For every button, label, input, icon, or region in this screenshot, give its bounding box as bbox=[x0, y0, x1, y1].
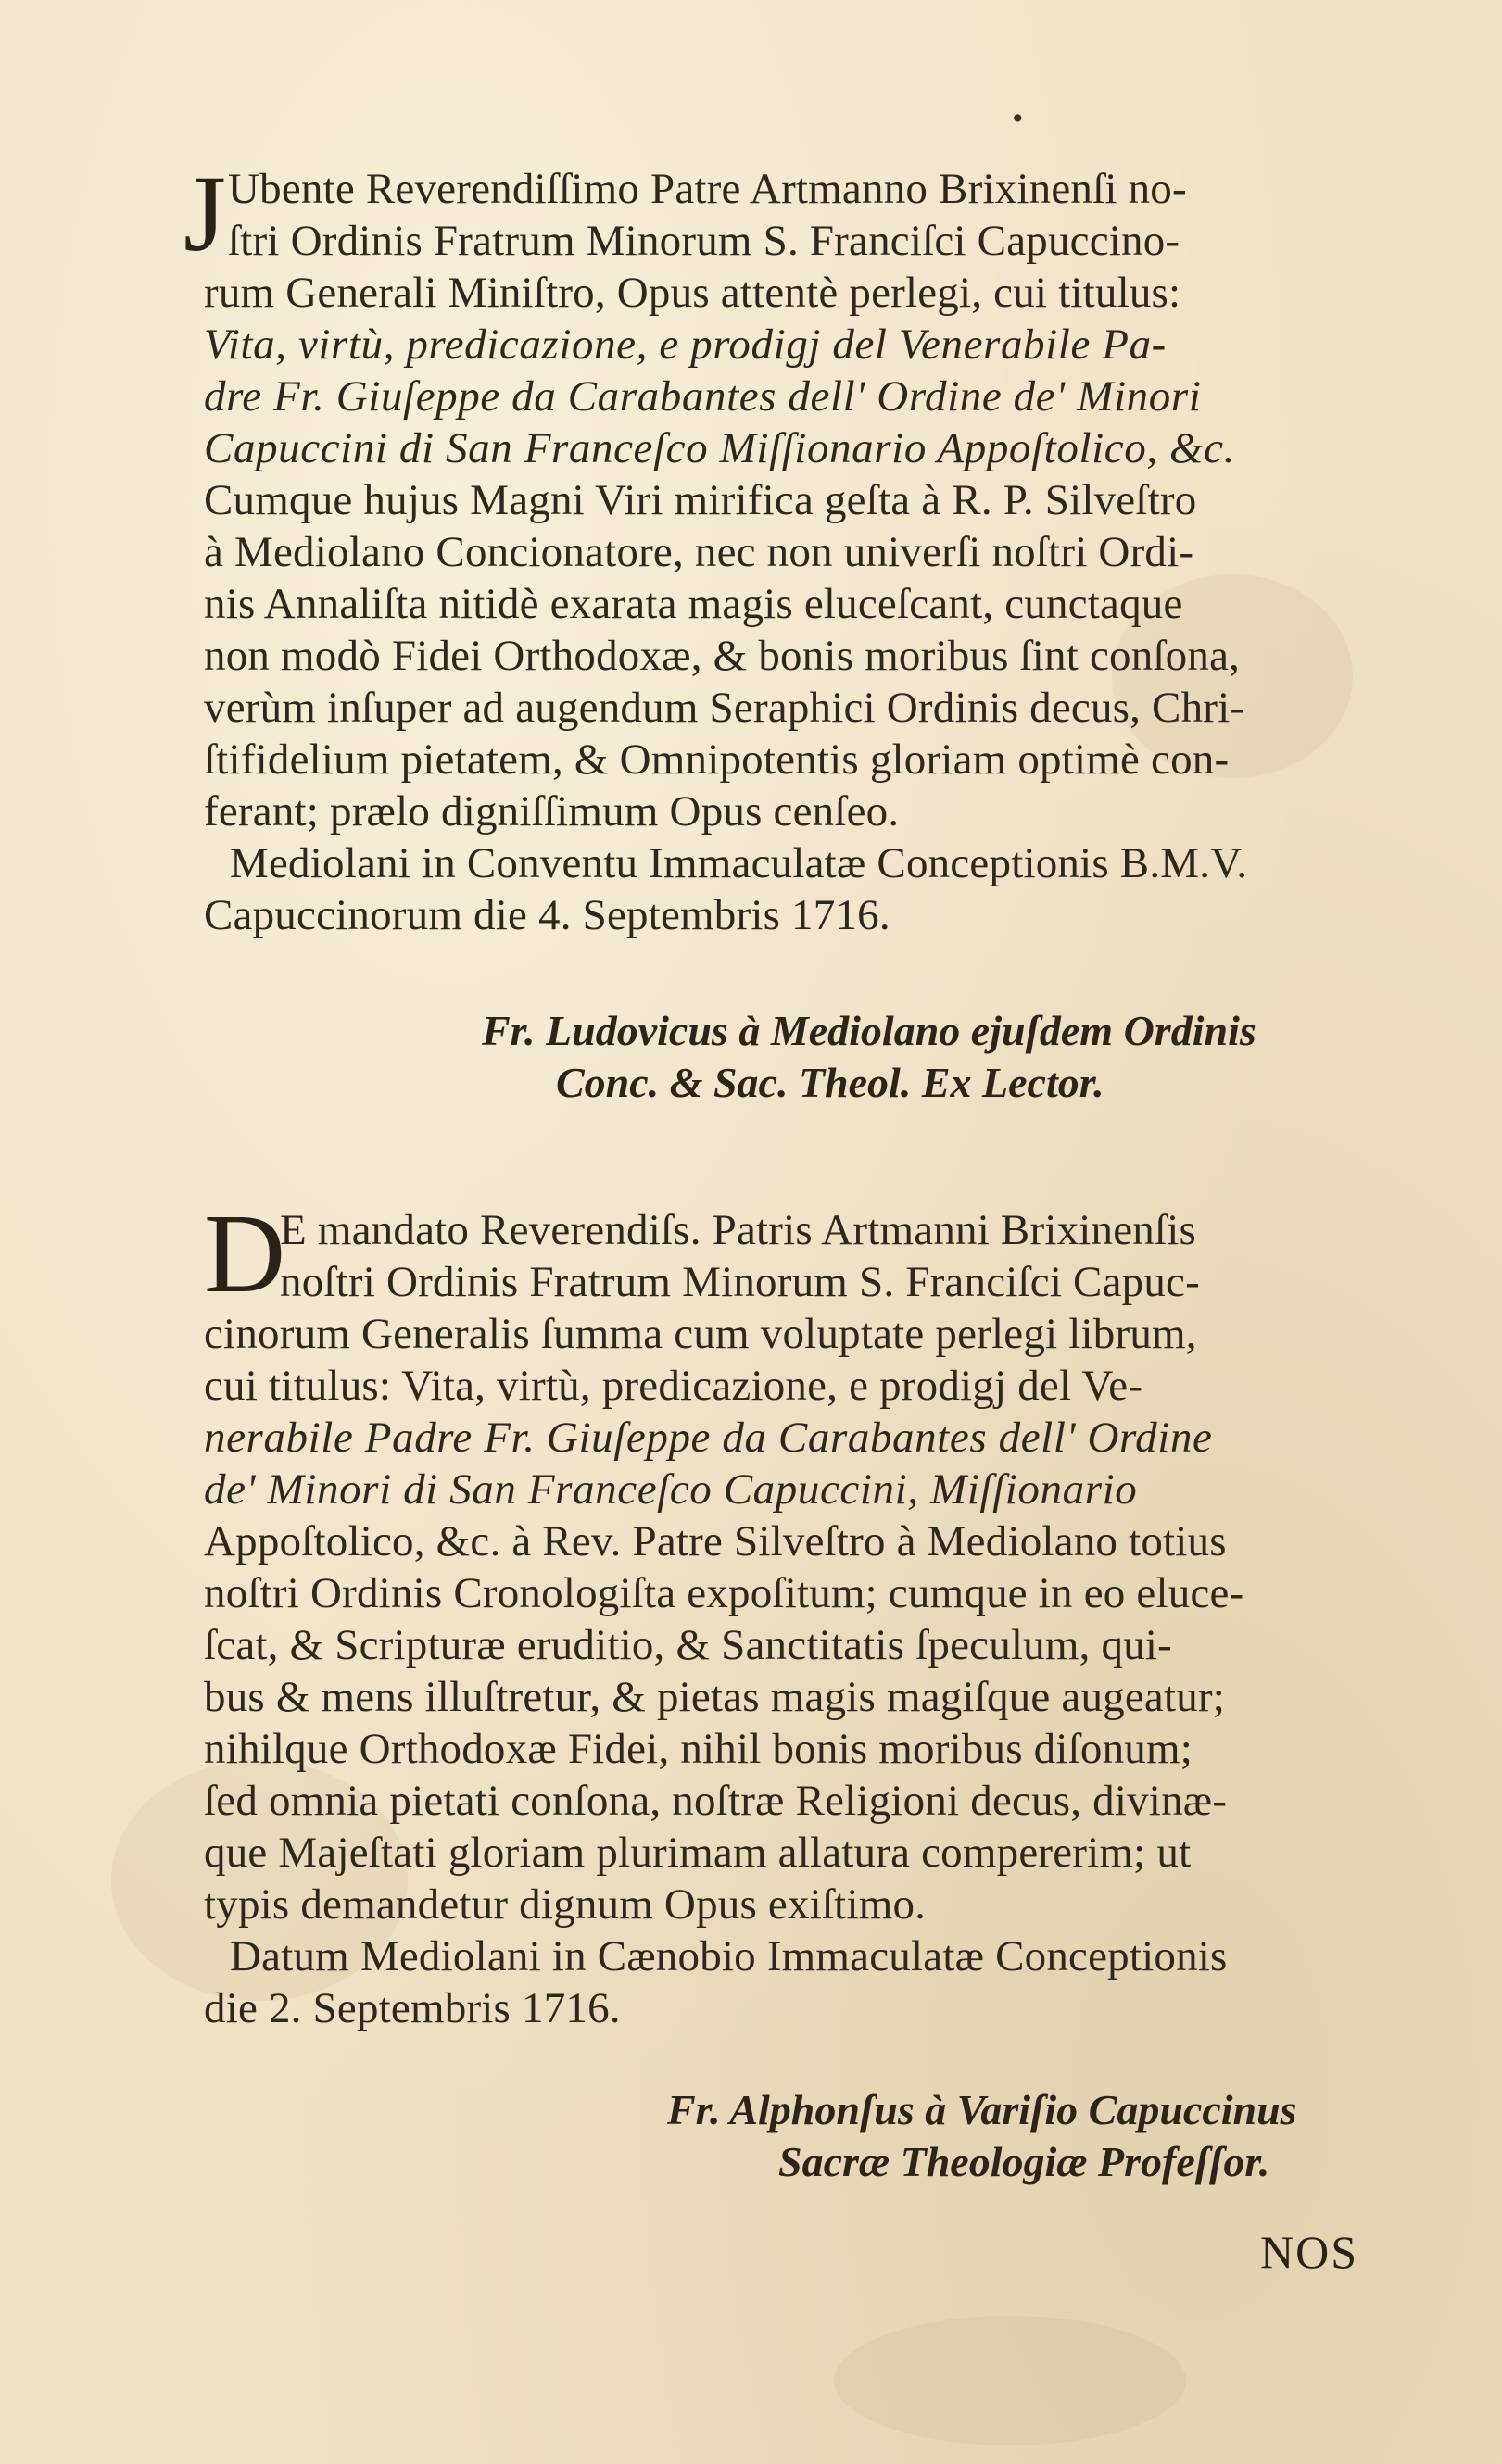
approval-ludovicus bbox=[183, 153, 1464, 941]
text-line: dre Fr. Giuſeppe da Carabantes dell' Ordine de' Minori bbox=[204, 372, 1202, 421]
approval-alphonsus bbox=[204, 1191, 1464, 2034]
approval-1-text bbox=[204, 163, 1464, 941]
text-line: rum Generali Miniſtro, Opus attentè perlegi, cui titulus: bbox=[204, 269, 1181, 317]
text-line: Capuccini di San Franceſco Miſſionario Appoſtolico, &c. bbox=[204, 424, 1235, 472]
dropcap-d: D bbox=[204, 1191, 286, 1316]
text-line: bus & mens illuſtretur, & pietas magis magiſque augeatur; bbox=[204, 1673, 1226, 1721]
text-line: nihilque Orthodoxæ Fidei, nihil bonis moribus diſonum; bbox=[204, 1725, 1193, 1773]
page-mark: • bbox=[1010, 104, 1026, 134]
text-line: noſtri Ordinis Cronologiſta expoſitum; cumque in eo eluce- bbox=[204, 1569, 1244, 1617]
signature-line: Conc. & Sac. Theol. Ex Lector. bbox=[556, 1059, 1104, 1106]
approval-2-text bbox=[204, 1191, 1464, 2034]
text-line: ſcat, & Scripturæ eruditio, & Sanctitatis ſpeculum, qui- bbox=[204, 1621, 1173, 1669]
text-line: die 2. Septembris 1716. bbox=[204, 1984, 621, 2032]
signature-alphonsus bbox=[667, 2084, 1297, 2188]
text-line: ſed omnia pietati conſona, noſtræ Religioni decus, divinæ- bbox=[204, 1777, 1228, 1825]
text-line: ferant; prælo digniſſimum Opus cenſeo. bbox=[204, 787, 900, 836]
signature-line: Fr. Alphonſus à Variſio Capuccinus bbox=[667, 2086, 1297, 2133]
signature-line: Sacræ Theologiæ Profeſſor. bbox=[778, 2138, 1270, 2185]
text-line: Appoſtolico, &c. à Rev. Patre Silveſtro à Mediolano totius bbox=[204, 1517, 1227, 1565]
signature-line: Fr. Ludovicus à Mediolano ejuſdem Ordinis bbox=[482, 1007, 1256, 1054]
text-line: typis demandetur dignum Opus exiſtimo. bbox=[204, 1880, 927, 1929]
text-line: Vita, virtù, predicazione, e prodigj del Venerabile Pa- bbox=[204, 321, 1167, 369]
text-line: noſtri Ordinis Fratrum Minorum S. Franciſci Capuc- bbox=[280, 1258, 1200, 1306]
text-line: cui titulus: Vita, virtù, predicazione, e prodigj del Ve- bbox=[204, 1362, 1143, 1410]
text-line: Datum Mediolani in Cænobio Immaculatæ Conceptionis bbox=[230, 1932, 1228, 1980]
text-line: verùm inſuper ad augendum Seraphici Ordinis decus, Chri- bbox=[204, 684, 1245, 732]
text-line: à Mediolano Concionatore, nec non univerſi noſtri Ordi- bbox=[204, 528, 1194, 576]
text-line: nerabile Padre Fr. Giuſeppe da Carabantes dell' Ordine bbox=[204, 1414, 1213, 1462]
text-line: Capuccinorum die 4. Septembris 1716. bbox=[204, 891, 890, 939]
signature-ludovicus bbox=[482, 1005, 1256, 1109]
dropcap-j: J bbox=[183, 153, 226, 274]
text-line: nis Annaliſta nitidè exarata magis eluceſcant, cunctaque bbox=[204, 580, 1183, 628]
text-line: cinorum Generalis ſumma cum voluptate perlegi librum, bbox=[204, 1310, 1197, 1358]
text-line: que Majeſtati gloriam plurimam allatura compererim; ut bbox=[204, 1829, 1192, 1877]
text-line: non modò Fidei Orthodoxæ, & bonis moribus ſint conſona, bbox=[204, 632, 1241, 680]
paper-stain bbox=[834, 2316, 1186, 2445]
catchword: NOS bbox=[1260, 2226, 1359, 2278]
text-line: Mediolani in Conventu Immaculatæ Conceptionis B.M.V. bbox=[230, 839, 1248, 887]
text-line: de' Minori di San Franceſco Capuccini, Miſſionario bbox=[204, 1465, 1138, 1514]
text-line: ſtifidelium pietatem, & Omnipotentis gloriam optimè con- bbox=[204, 735, 1230, 784]
text-line: E mandato Reverendiſs. Patris Artmanni Brixinenſis bbox=[280, 1206, 1197, 1254]
text-line: Ubente Reverendiſſimo Patre Artmanno Brixinenſi no- bbox=[228, 165, 1187, 213]
text-line: Cumque hujus Magni Viri mirifica geſta à R. P. Silveſtro bbox=[204, 476, 1197, 524]
text-line: ſtri Ordinis Fratrum Minorum S. Franciſci Capuccino- bbox=[228, 217, 1180, 265]
